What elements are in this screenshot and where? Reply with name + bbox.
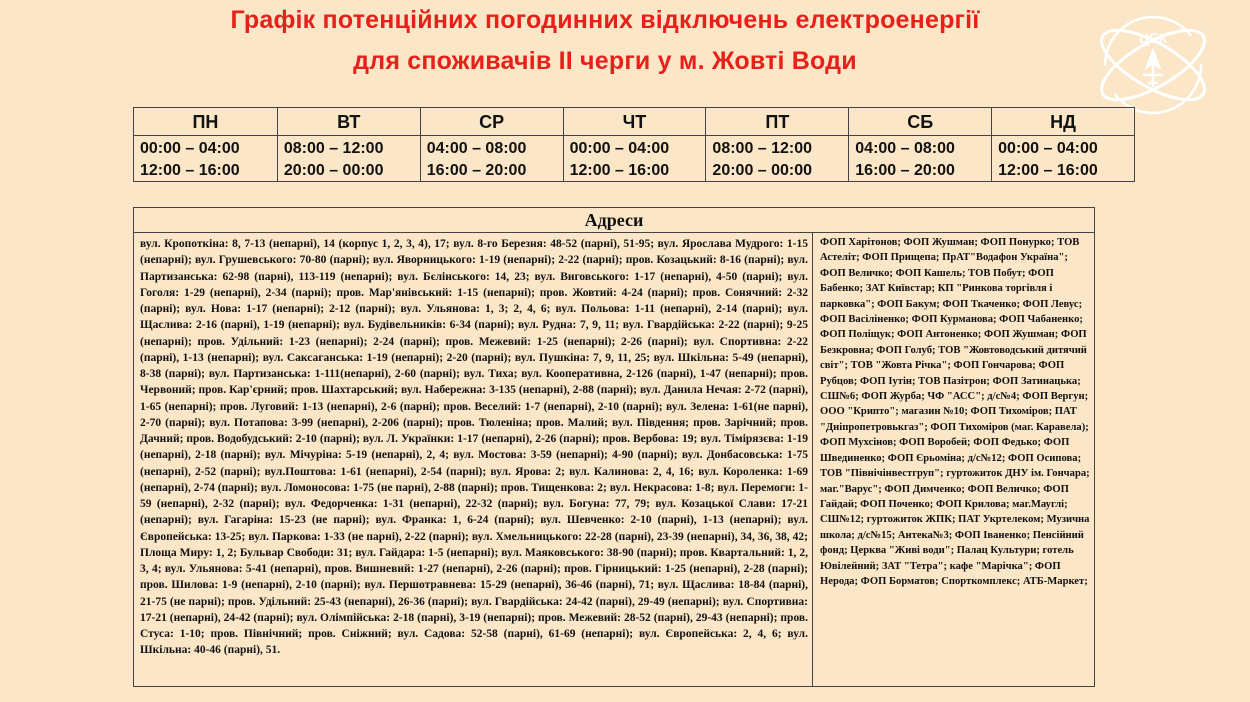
schedule-time-slot-1: 04:00 – 08:00 [855,140,955,157]
title-line-2: для споживачів ІІ черги у м. Жовті Води [353,47,857,75]
schedule-time-slot-1: 00:00 – 04:00 [998,140,1098,157]
schedule-time-slot-2: 20:00 – 00:00 [712,162,813,179]
schedule-time-slot-2: 20:00 – 00:00 [283,162,384,179]
schedule-time-cell [277,136,420,182]
schedule-time-slot-2: 16:00 – 20:00 [426,162,527,179]
logo-text: ЦЕК [1138,30,1168,46]
addresses-table [133,207,1095,687]
schedule-time-cell [420,136,563,182]
schedule-day-header: ЧТ [563,108,706,136]
schedule-day-header: ВТ [277,108,420,136]
title-line-1: Графік потенційних погодинних відключень електроенергії [230,6,980,34]
schedule-time-slot-2: 12:00 – 16:00 [569,162,670,179]
schedule-time-cell [134,136,277,182]
schedule-time-slot-1: 00:00 – 04:00 [140,140,240,157]
schedule-time-slot-1: 04:00 – 08:00 [426,140,527,157]
schedule-time-slot-1: 00:00 – 04:00 [569,140,670,157]
schedule-time-slot-2: 12:00 – 16:00 [998,162,1098,179]
schedule-day-header: ПТ [705,108,848,136]
schedule-time-cell [563,136,706,182]
business-list: ФОП Харітонов; ФОП Жушман; ФОП Понурко; ТОВ Астеліт; ФОП Прищепа; ПрАТ"Водафон Україна"; ФОП Величко; ФОП Кашель; ТОВ Побут; ФОП Бабенко; ЗАТ Київстар; КП "Ринкова торгівля і парковка"; ФОП Бакум; ФОП Ткаченко; ФОП Левус; ФОП Васіліненко; ФОП Курманова; ФОП Чабаненко; ФОП Поліщук; ФОП Антоненко; ФОП Жушман; ФОП Безкровна; ФОП Голуб; ТОВ "Жовтоводський дитячий світ"; ТОВ "Жовта Річка"; ФОП Гончарова; ФОП Рубцов; ФОП Іутін; ТОВ Пазітрон; ФОП Затинацька; СШ№6; ФОП Журба; ЧФ "АСС"; д/с№4; ФОП Вергун; ООО "Крипто"; магазин №10; ФОП Тихоміров; ПАТ "Дніпропетровькгаз"; ФОП Тихоміров (маг. Каравела); ФОП Мухсінов; ФОП Воробей; ФОП Федько; ФОП Швединенко; ФОП Єрьоміна; д/с№12; ФОП Осипова; ТОВ "Північінвестгруп"; гуртожиток ДНУ ім. Гончара; маг."Варус"; ФОП Димченко; ФОП Величко; ФОП Гайдай; ФОП Поченко; ФОП Крилова; маг.Мауглі; СШ№12; гуртожиток ЖПК; ПАТ Укртелеком; Музична школа; д/с№15; Антека№3; ФОП Іваненко; Пенсійний фонд; Церква "Живі води"; Палац Культури; готель Ювілейний; ЗАТ "Тетра"; кафе "Марічка"; ФОП Нерода; ФОП Борматов; Спорткомплекс; АТБ-Маркет; [820,237,1090,587]
street-addresses: вул. Кропоткіна: 8, 7-13 (непарні), 14 (корпус 1, 2, 3, 4), 17; вул. 8-го Березня: 48-52 (парні), 51-95; вул. Ярослава Мудрого: 1-15 (непарні); вул. Грушевського: 70-80 (парні); вул. Яворницького: 1-19 (непарні); 2-22 (парні); пров. Козацький: 8-16 (парні); вул. Партизанська: 62-98 (парні), 113-119 (непарні); вул. Бєлінського: 14, 23; вул. Виговського: 1-17 (непарні), 4-50 (парні); вул. Гоголя: 1-29 (непарні), 2-34 (парні); пров. Мар'янівський: 1-15 (непарні); пров. Жовтий: 4-24 (парні); пров. Сонячний: 2-32 (парні); вул. Нова: 1-17 (непарні); 2-12 (парні); вул. Ульянова: 1, 3; 2, 4, 6; вул. Польова: 1-11 (непарні), 2-14 (парні); вул. Щаслива: 2-16 (парні), 1-19 (непарні); вул. Будівельників: 6-34 (парні); вул. Рудна: 7, 9, 11; вул. Гвардійська: 2-22 (парні); 9-25 (непарні); пров. Удільний: 1-23 (непарні); 2-24 (парні); пров. Межевий: 1-25 (непарні); 2-26 (парні); вул. Спортивна: 2-22 (парні), 1-13 (непарні); вул. Саксаганська: 1-19 (непарні); 2-20 (парні); вул. Пушкіна: 7, 9, 11, 25; вул. Шкільна: 5-49 (непарні), 8-38 (парні); вул. Партизанська: 1-111(непарні), 2-60 (парні); вул. Тиха; вул. Кооперативна, 2-126 (парні), 1-47 (непарні); пров. Червоний; пров. Кар'єрний; пров. Шахтарський; вул. Набережна: 3-135 (непарні), 2-88 (парні); вул. Данила Нечая: 2-72 (парні), 1-65 (непарні); пров. Луговий: 1-13 (непарні), 2-6 (парні); пров. Веселий: 1-7 (непарні), 2-10 (парні); вул. Зелена: 1-61(не парні), 2-70 (парні); вул. Потапова: 3-99 (непарні), 2-206 (парні); пров. Тюленіна; пров. Малий; вул. Південня; пров. Зарічний; пров. Дачний; пров. Водобудський: 2-10 (парні); вул. Л. Українки: 1-17 (непарні), 2-26 (парні); пров. Вербова: 19; вул. Тімірязєва: 1-19 (непарні), 2-18 (парні); вул. Мічуріна: 5-19 (непарні), 2, 4; вул. Мостова: 3-59 (непарні); 4-90 (парні); вул. Донбасовська: 1-75 (непарні), 2-52 (парні); вул.Поштова: 1-61 (непарні), 2-54 (парні); вул. Ярова: 2; вул. Калинова: 2, 4, 16; вул. Короленка: 1-69 (непарні), 2-74 (парні); вул. Ломоносова: 1-75 (не парні), 2-88 (парні); пров. Тищенкова: 2; вул. Некрасова: 1-8; вул. Перемоги: 1-59 (непарні), 2-32 (парні); вул. Федорченка: 1-31 (непарні), 22-32 (парні); вул. Богуна: 77, 79; вул. Козацької Слави: 17-21 (непарні); вул. Гагаріна: 15-23 (не парні); вул. Франка: 1, 6-24 (парні); вул. Шевченко: 2-10 (парні), 1-13 (непарні); вул. Європейська: 13-25; вул. Паркова: 1-33 (не парні), 2-22 (парні); вул. Хмельницького: 22-28 (парні), 23-39 (непарні), 34, 36, 38, 42; Площа Миру: 1, 2; Бульвар Свободи: 31; вул. Гайдара: 1-5 (непарні); вул. Маяковського: 38-90 (парні); пров. Квартальний: 1, 2, 3, 4; вул. Ульянова: 5-41 (непарні), пров. Вишневий: 1-27 (непарні), 2-26 (парні); пров. Гірницький: 1-25 (непарні), 2-28 (парні); пров. Шилова: 1-9 (непарні), 2-10 (парні); вул. Першотравнева: 15-29 (непарні), 36-46 (парні), 71; вул. Щаслива: 18-84 (парні), 21-75 (не парні); пров. Удільний: 25-43 (непарні), 26-36 (парні); вул. Гвардійська: 24-42 (парні), 29-49 (непарні); вул. Спортивна: 17-21 (непарні), 24-42 (парні); вул. Олімпійська: 2-18 (парні), 3-19 (непарні); пров. Межевий: 28-52 (парні), 29-43 (непарні); пров. Стуса: 1-10; пров. Північний; пров. Сніжний; вул. Садова: 52-58 (парні), 61-69 (непарні); вул. Європейська: 2, 4, 6; вул. Шкільна: 40-46 (парні), 51. [134,233,813,686]
schedule-day-header: СБ [848,108,991,136]
schedule-day-header: ПН [134,108,277,136]
schedule-time-slot-1: 08:00 – 12:00 [712,140,813,157]
schedule-day-header: СР [420,108,563,136]
schedule-time-slot-2: 16:00 – 20:00 [855,162,955,179]
schedule-day-header: НД [991,108,1134,136]
addresses-header: Адреси [134,208,1094,233]
schedule-time-cell [705,136,848,182]
schedule-time-cell [991,136,1134,182]
schedule-table [133,107,1135,182]
schedule-time-slot-1: 08:00 – 12:00 [283,140,384,157]
schedule-time-cell [848,136,991,182]
schedule-time-slot-2: 12:00 – 16:00 [140,162,240,179]
